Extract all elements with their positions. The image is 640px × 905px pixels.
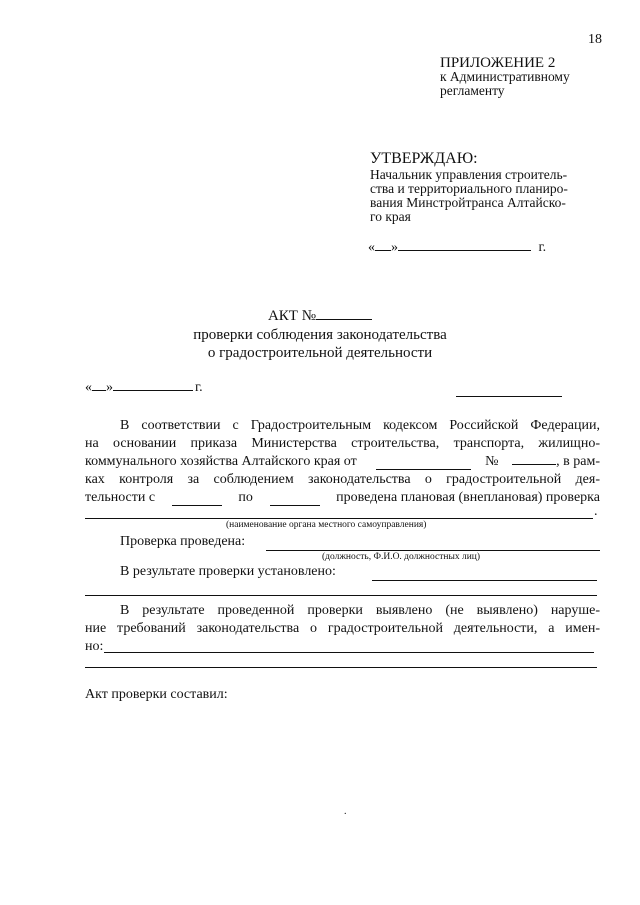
para1-line-4: ках контроля за соблюдением законодательства о градостроительной дея- [85, 472, 600, 487]
appendix-line-1: к Административному [440, 69, 570, 84]
act-month-blank [113, 390, 193, 391]
para1-line-1: В соответствии с Градостроительным кодексом Российской Федерации, [120, 418, 600, 433]
place-blank [456, 396, 562, 397]
result-blank-1 [372, 580, 597, 581]
act-day-blank [92, 390, 106, 391]
act-date [85, 380, 203, 396]
compiled-by-label: Акт проверки составил: [85, 687, 228, 702]
approval-year-suffix: г. [538, 240, 547, 255]
approval-line-1: Начальник управления строитель- [370, 167, 568, 182]
approval-line-2: ства и территориального планиро- [370, 181, 568, 196]
approval-date-open-quote: « [368, 240, 375, 255]
para1-line-3-end: , в рам- [556, 454, 600, 469]
check-done-label: Проверка проведена: [120, 534, 246, 549]
approval-block [370, 150, 610, 224]
page-number: 18 [588, 32, 602, 47]
approval-day-blank [375, 250, 391, 251]
act-date-close-quote: » [106, 380, 113, 395]
para1-line-5-text: проведена плановая (внеплановая) проверка [336, 490, 600, 505]
org-name-blank [85, 518, 593, 519]
line-end-dot: . [594, 504, 598, 519]
act-number-blank [316, 319, 372, 320]
act-subtitle-1: проверки соблюдения законодательства [193, 327, 447, 343]
caption-officials: (должность, Ф.И.О. должностных лиц) [322, 552, 481, 562]
order-number-blank [512, 464, 556, 465]
para1-line-5 [85, 490, 600, 506]
appendix-title: ПРИЛОЖЕНИЕ 2 [440, 55, 556, 71]
para1-line-2: на основании приказа Министерства строительства, транспорта, жилищно- [85, 436, 600, 451]
caption-org: (наименование органа местного самоуправления) [226, 520, 427, 530]
result-established-label: В результате проверки установлено: [120, 564, 336, 579]
act-title-row [0, 308, 640, 325]
violations-blank-2 [85, 667, 597, 668]
period-from-blank [172, 490, 222, 506]
order-date-blank [376, 454, 471, 470]
act-date-open-quote: « [85, 380, 92, 395]
para1-line-3-text: коммунального хозяйства Алтайского края от [85, 454, 357, 469]
approval-line-3: вания Минстройтранса Алтайско- [370, 195, 566, 210]
period-to-blank [270, 490, 320, 506]
result-blank-2 [85, 595, 597, 596]
appendix-block [440, 56, 570, 98]
scan-dot: . [344, 806, 347, 817]
approval-title: УТВЕРЖДАЮ: [370, 150, 478, 167]
para1-line-3 [85, 454, 600, 470]
approval-date [368, 240, 546, 256]
appendix-line-2: регламенту [440, 83, 505, 98]
para2-line-2: ние требований законодательства о градостроительной деятельности, а имен- [85, 621, 600, 636]
period-from-label: тельности с [85, 490, 156, 505]
violations-blank-1 [104, 652, 594, 653]
act-subtitle-2: о градостроительной деятельности [207, 345, 433, 361]
officials-blank [266, 550, 600, 551]
approval-month-blank [398, 250, 531, 251]
para2-line-3: но: [85, 639, 104, 654]
para2-line-1: В результате проведенной проверки выявлено (не выявлено) наруше- [120, 603, 600, 618]
act-title: АКТ № [267, 308, 317, 324]
order-number-sign: № [485, 454, 499, 469]
approval-line-4: го края [370, 209, 411, 224]
act-year-suffix: г. [195, 380, 203, 395]
period-to-label: по [238, 490, 253, 505]
approval-date-close-quote: » [391, 240, 398, 255]
